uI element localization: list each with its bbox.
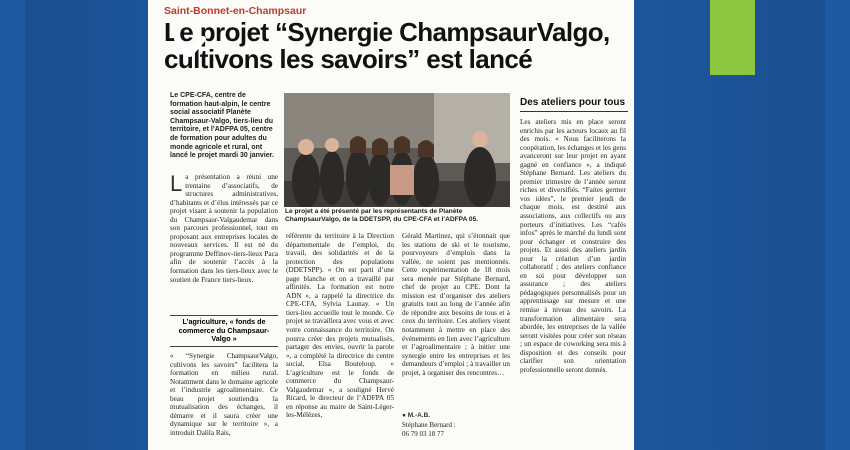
article-column-3: Gérald Martinez, qui s’étonnait que les stations de ski et le tourisme, pourvoyeurs d’emplois dans la vallée, ne soient pas mentionnés. Cette expérimentation de 18 mois sera menée par Stéphane Bernard, chef de projet au CPE. Dont la mission est d’organiser des ateliers gratuits tout au long de l’année afin de répondre aux besoins de tous et à ceux du territoire. Ces ateliers visent notamment à mettre en place des événements en lien avec l’agriculture et l’agroalimentaire ; à initier une synergie entre les entreprises et les demandeurs d’emploi ; à travailler un projet, à organiser des rencontres… <box>402 232 510 377</box>
group-photo <box>284 93 510 207</box>
sidebar-text: Les ateliers mis en place seront enrichis par les acteurs locaux au fil des mois. « Nous faciliterons la coopération, les échanges et les gens avanceront sur leur projet en ayant gagné en confiance », a indiqué Stéphane Bernard. Les ateliers du premier trimestre de l’année seront riches et diversifiés. “Faites germer vos idées”, le premier jeudi de chaque mois, est destiné aux associations, aux collectifs ou aux porteurs d’initiatives. Les “cafés infos” après le marché du lundi sont pour échanger et construire des projets. Et aussi des ateliers jardin pour la création d’un jardin collaboratif ; des ateliers confiance en soi pour développer son assurance ; des ateliers pédagogiques personnalisés pour un apprentissage sur mesure et une remise à niveau des savoirs. La transformation alimentaire sera abordée, les entreprises de la vallée seront visitées pour créer son réseau ; un espace de coworking sera mis à disposition et des conseils pour clarifier son orientation professionnelle seront donnés. <box>520 118 626 374</box>
article-column-1-continued: « “Synergie ChampsaurValgo, cultivons les savoirs” facilitera la formation en milieu rural. Notamment dans le domaine agricole et l’industrie agroalimentaire. Ce beau projet soutiendra la mutualisation des échanges, il démarre et il saura créer une dynamique sur le territoire », a introduit Dalila Rais, <box>170 352 278 437</box>
contact-name: Stéphane Bernard : <box>402 421 456 429</box>
article-column-1 <box>170 173 278 284</box>
article-column-2: référente du territoire à la Direction départementale de l’emploi, du travail, des solidarités et de la protection des populations (DDETSPP). « On est parti d’une page blanche et on a travaillé par affinités. La formation est notre ADN », a rappelé la directrice du CPE-CFA, Sylvia Launay. « Un tiers-lieu accueille tout le monde. Ce projet se travaillera avec vous et avec votre connaissance du territoire. On pourra créer des projets mutualisés, partager des envies, ouvrir la parole », a complété la directrice du centre social, Elsa Bouteloup. « L’agriculture est le fonds de commerce du Champsaur-Valgaudemar », a souligné Hervé Ricard, le directeur de l’ADFPA 05 en réponse au maire de Saint-Léger-les-Mélèzes, <box>286 232 394 420</box>
chevron-down-icon[interactable] <box>170 26 210 66</box>
author-signature: ● M.-A.B. <box>402 412 431 419</box>
article-title: Le projet “Synergie ChampsaurValgo, cultivons les savoirs” est lancé <box>164 17 610 74</box>
article-lead: Le CPE-CFA, centre de formation haut-alpin, le centre social associatif Planète Champsaur-Valgo, tiers-lieu du territoire, et l’ADFPA 05, centre de formation pour adultes du monde agricole et rural, ont lancé le projet mardi 30 janvier. <box>170 92 274 160</box>
contact-info <box>402 421 510 439</box>
accent-block <box>710 0 755 75</box>
photo-caption: Le projet a été présenté par les représentants de Planète ChampsaurValgo, de la DDETSPP, du CPE-CFA et l’ADFPA 05. <box>285 208 479 223</box>
column-1-text: a présentation a réuni une trentaine d’associatifs, de structures administratives, d’habitants et d’élus intéressés par ce projet visant à soutenir la population du Champsaur-Valgaudemar dans son parcours professionnel, tout en proposant aux entreprises locales de nouveaux services. Il est né du programme Deffinov-tiers-lieux Paca afin de soutenir l’accès à la formation dans les tiers-lieux avec le soutien de France tiers-lieux. <box>170 173 278 284</box>
contact-phone: 06 79 03 18 77 <box>402 430 444 438</box>
article-kicker: Saint-Bonnet-en-Champsaur <box>164 5 307 17</box>
drop-cap: L <box>170 171 183 196</box>
sidebar-title: Des ateliers pour tous <box>520 97 628 112</box>
article-subhead: L’agriculture, « fonds de commerce du Champsaur-Valgo » <box>170 315 278 347</box>
